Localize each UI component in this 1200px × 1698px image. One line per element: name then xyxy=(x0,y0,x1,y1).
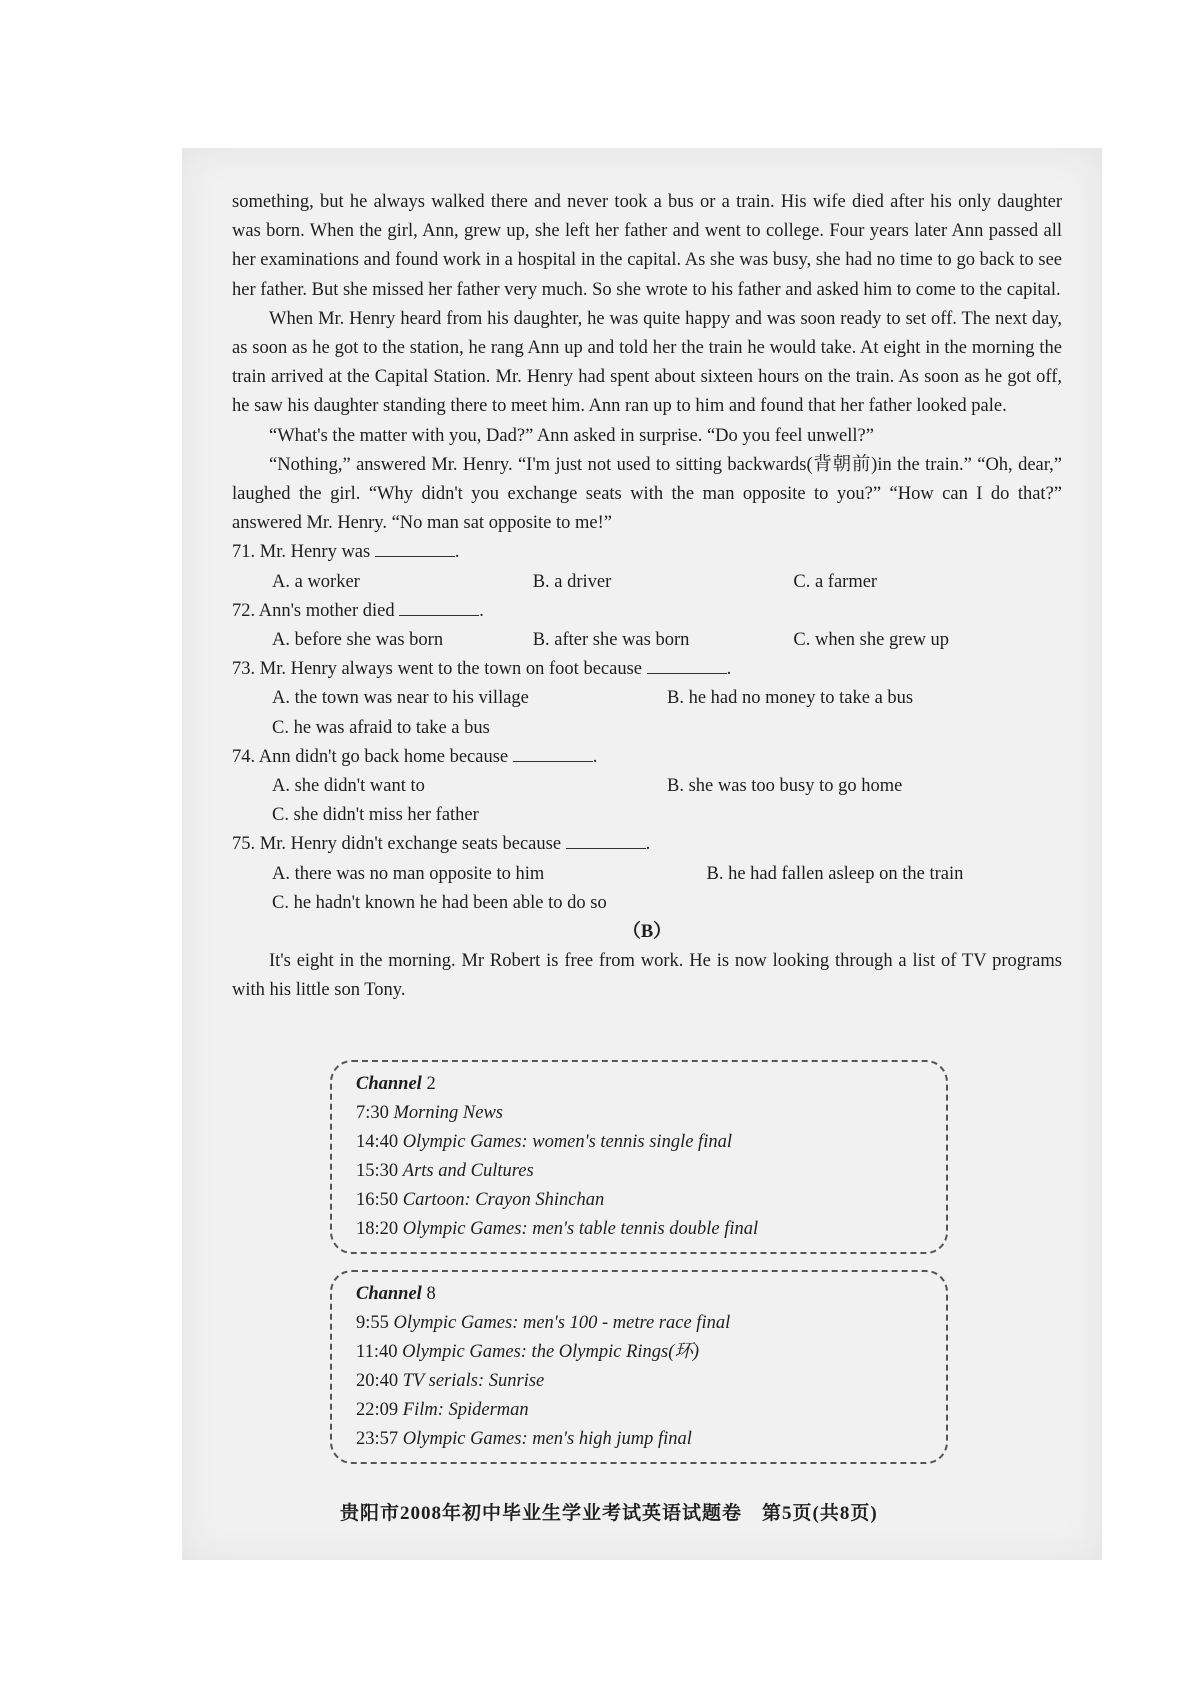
question-71: 71. Mr. Henry was . A. a worker B. a driver C. a farmer xyxy=(232,538,1062,596)
option-c: C. he was afraid to take a bus xyxy=(272,717,490,738)
passage-paragraph-4: “Nothing,” answered Mr. Henry. “I'm just not used to sitting backwards(背朝前)in the train.” “Oh, dear,” laughed the girl. “Why didn't you exchange seats with the man opposite to you?” “How can I do that?” answered Mr. Henry. “No man sat opposite to me!” xyxy=(232,454,1062,534)
passage-paragraph-1: something, but he always walked there and never took a bus or a train. His wife died after his only daughter was born. When the girl, Ann, grew up, she left her father and went to college. Four years later Ann passed all her examinations and found work in a hospital in the capital. As she was busy, she had no time to go back to see her father. But she missed her father very much. So she wrote to his father and asked him to come to the capital. xyxy=(232,192,1062,300)
program-row: 16:50 Cartoon: Crayon Shinchan xyxy=(356,1190,605,1210)
program-row: 18:20 Olympic Games: men's table tennis double final xyxy=(356,1219,759,1239)
answer-blank xyxy=(647,655,727,674)
question-74: 74. Ann didn't go back home because . A. she didn't want to B. she was too busy to go home C. she didn't miss her father xyxy=(232,743,1062,831)
option-a: A. a worker xyxy=(272,571,360,592)
answer-blank xyxy=(566,830,646,849)
option-b: B. after she was born xyxy=(532,630,690,651)
option-b: B. he had no money to take a bus xyxy=(667,688,914,709)
question-stem: 73. Mr. Henry always went to the town on foot because xyxy=(232,659,642,680)
question-stem: 75. Mr. Henry didn't exchange seats because xyxy=(232,834,562,855)
program-row: 7:30 Morning News xyxy=(356,1103,503,1123)
option-a: A. before she was born xyxy=(272,630,444,651)
option-b: B. a driver xyxy=(532,571,612,592)
option-c: C. he hadn't known he had been able to do so xyxy=(272,892,607,913)
passage-paragraph-2: When Mr. Henry heard from his daughter, he was quite happy and was soon ready to set off. The next day, as soon as he got to the station, he rang Ann up and told her the train he would take. At eight in the morning the train arrived at the Capital Station. Mr. Henry had spent about sixteen hours on the train. As soon as he got off, he saw his daughter standing there to meet him. Ann ran up to him and found that her father looked pale. xyxy=(232,308,1062,417)
answer-blank xyxy=(399,597,479,616)
option-b: B. she was too busy to go home xyxy=(667,776,903,797)
answer-blank xyxy=(513,743,593,762)
channel-title: Channel 2 xyxy=(356,1074,436,1094)
section-b-intro: It's eight in the morning. Mr Robert is free from work. He is now looking through a list of TV programs with his little son Tony. xyxy=(232,951,1062,1001)
question-stem: 72. Ann's mother died xyxy=(232,600,395,621)
option-c: C. when she grew up xyxy=(793,630,950,651)
program-row: 9:55 Olympic Games: men's 100 - metre race final xyxy=(356,1313,731,1333)
question-73: 73. Mr. Henry always went to the town on foot because . A. the town was near to his village B. he had no money to take a bus C. he was afraid to take a bus xyxy=(232,655,1062,743)
option-c: C. she didn't miss her father xyxy=(272,805,479,826)
program-row: 14:40 Olympic Games: women's tennis single final xyxy=(356,1132,732,1152)
page-footer: 贵阳市2008年初中毕业生学业考试英语试题卷 第5页(共8页) xyxy=(340,1503,878,1524)
program-row: 11:40 Olympic Games: the Olympic Rings(环) xyxy=(356,1342,700,1362)
option-b: B. he had fallen asleep on the train xyxy=(706,863,964,884)
options-row xyxy=(232,860,1062,918)
option-c: C. a farmer xyxy=(793,571,878,592)
channel-title: Channel 8 xyxy=(356,1284,436,1304)
program-row: 20:40 TV serials: Sunrise xyxy=(356,1371,545,1391)
question-stem: 71. Mr. Henry was xyxy=(232,542,371,563)
options-row xyxy=(232,626,1062,655)
question-72: 72. Ann's mother died . A. before she was born B. after she was born C. when she grew up xyxy=(232,597,1062,655)
reading-passage-a xyxy=(232,188,1062,1006)
tv-schedule-channel-8 xyxy=(330,1270,948,1464)
option-a: A. she didn't want to xyxy=(272,776,425,797)
tv-schedule-channel-2 xyxy=(330,1060,948,1254)
program-row: 15:30 Arts and Cultures xyxy=(356,1161,534,1181)
question-stem: 74. Ann didn't go back home because xyxy=(232,746,509,767)
options-row xyxy=(232,772,1062,830)
program-row: 22:09 Film: Spiderman xyxy=(356,1400,529,1420)
passage-paragraph-3: “What's the matter with you, Dad?” Ann asked in surprise. “Do you feel unwell?” xyxy=(269,425,874,446)
question-75: 75. Mr. Henry didn't exchange seats because . A. there was no man opposite to him B. he had fallen asleep on the train C. he hadn't known he had been able to do so xyxy=(232,830,1062,918)
answer-blank xyxy=(375,538,455,557)
options-row xyxy=(232,684,1062,742)
option-a: A. there was no man opposite to him xyxy=(272,863,545,884)
program-row: 23:57 Olympic Games: men's high jump final xyxy=(356,1429,692,1449)
section-b-heading: （B） xyxy=(622,922,672,943)
options-row xyxy=(232,568,1062,597)
option-a: A. the town was near to his village xyxy=(272,688,529,709)
